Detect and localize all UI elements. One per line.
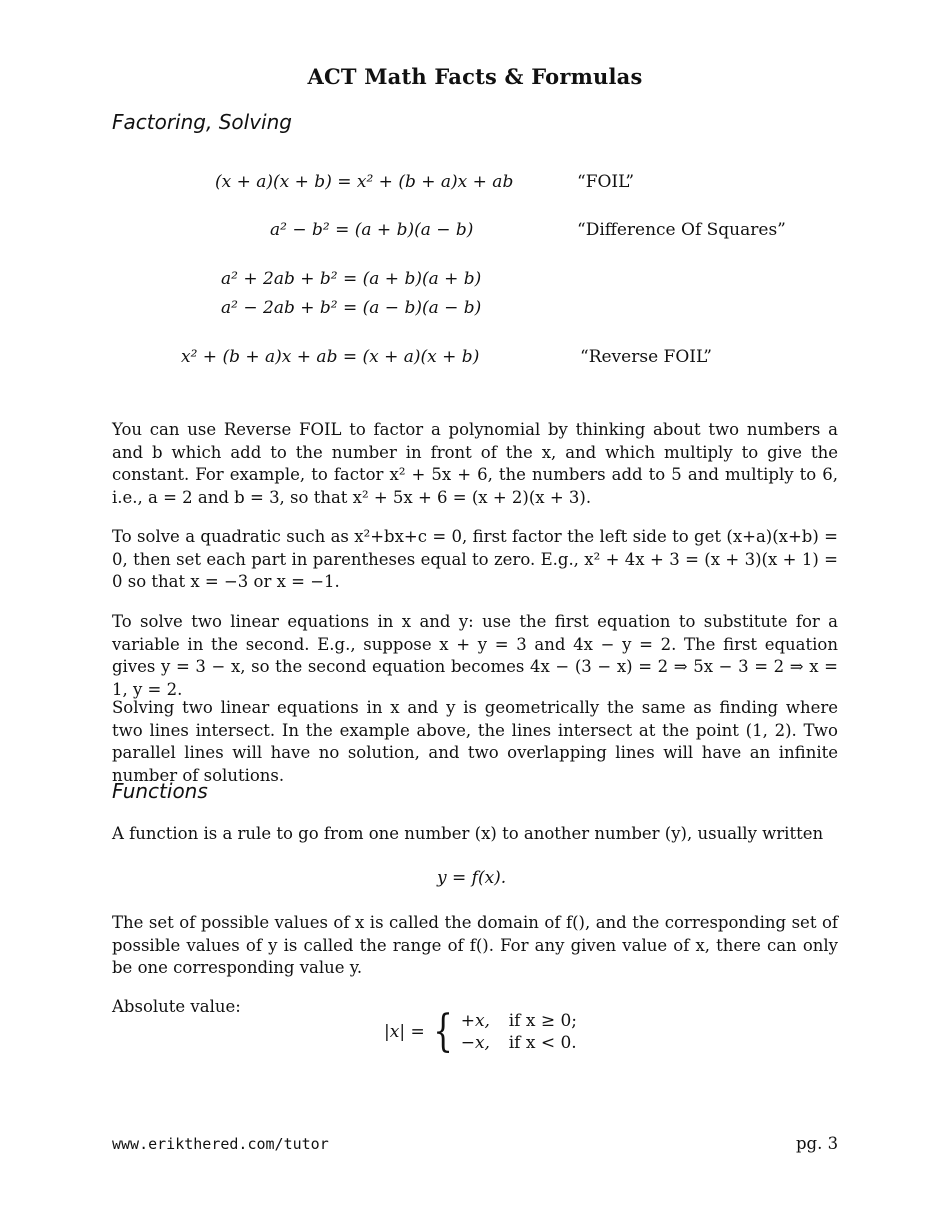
left-brace-icon: { <box>432 1006 453 1057</box>
paragraph-domain-range: The set of possible values of x is called the domain of f(), and the corresponding set of possible values of y is called the range of f(). For any given value of x, there can only be one corresponding value y. <box>112 913 838 977</box>
difference-of-squares-equation: a² − b² = (a + b)(a − b) <box>270 220 474 240</box>
foil-label: “FOIL” <box>577 172 635 192</box>
section-heading-factoring: Factoring, Solving <box>112 110 292 134</box>
case-condition: if x ≥ 0; <box>508 1011 578 1031</box>
absolute-value-definition <box>384 1006 578 1057</box>
case-expression: +x, <box>460 1011 490 1031</box>
case-expression: −x, <box>460 1033 490 1053</box>
perfect-square-minus-equation: a² − 2ab + b² = (a − b)(a − b) <box>221 298 482 318</box>
section-heading-functions: Functions <box>112 779 208 803</box>
case-row <box>461 1032 577 1054</box>
page-number: pg. 3 <box>796 1134 839 1153</box>
paragraph-geometric: Solving two linear equations in x and y is geometrically the same as finding where two lines intersect. In the example above, the lines intersect at the point (1, 2). Two parallel lines will have no solution, and two overlapping lines will have an infinite number of solutions. <box>112 698 838 785</box>
reverse-foil-label: “Reverse FOIL” <box>580 347 712 367</box>
absolute-value-lhs: |x| = <box>384 1022 425 1042</box>
reverse-foil-equation: x² + (b + a)x + ab = (x + a)(x + b) <box>181 347 480 367</box>
page-title: ACT Math Facts & Formulas <box>307 64 643 89</box>
absolute-value-label: Absolute value: <box>112 997 241 1016</box>
foil-equation: (x + a)(x + b) = x² + (b + a)x + ab <box>215 172 514 192</box>
paragraph-quadratic: To solve a quadratic such as x²+bx+c = 0, first factor the left side to get (x+a)(x+b) = 0, then set each part in parentheses equal to zero. E.g., x² + 4x + 3 = (x + 3)(x + 1) = 0 so that x = −3 or x = −1. <box>112 527 838 591</box>
absolute-value-cases <box>461 1010 577 1054</box>
difference-of-squares-label: “Difference Of Squares” <box>577 220 786 240</box>
paragraph-function-intro: A function is a rule to go from one number (x) to another number (y), usually written <box>112 824 824 843</box>
function-definition-equation: y = f(x). <box>437 868 507 888</box>
perfect-square-plus-equation: a² + 2ab + b² = (a + b)(a + b) <box>221 269 482 289</box>
paragraph-reverse-foil: You can use Reverse FOIL to factor a polynomial by thinking about two numbers a and b which add to the number in front of the x, and which multiply to give the constant. For example, to factor x² + 5x + 6, the numbers add to 5 and multiply to 6, i.e., a = 2 and b = 3, so that x² + 5x + 6 = (x + 2)(x + 3). <box>112 420 838 507</box>
footer-url: www.erikthered.com/tutor <box>112 1135 329 1153</box>
case-condition: if x < 0. <box>508 1033 577 1053</box>
case-row <box>461 1010 577 1032</box>
paragraph-linear-equations: To solve two linear equations in x and y: use the first equation to substitute for a variable in the second. E.g., suppose x + y = 3 and 4x − y = 2. The first equation gives y = 3 − x, so the second equation becomes 4x − (3 − x) = 2 ⇒ 5x − 3 = 2 ⇒ x = 1, y = 2. <box>112 612 838 699</box>
